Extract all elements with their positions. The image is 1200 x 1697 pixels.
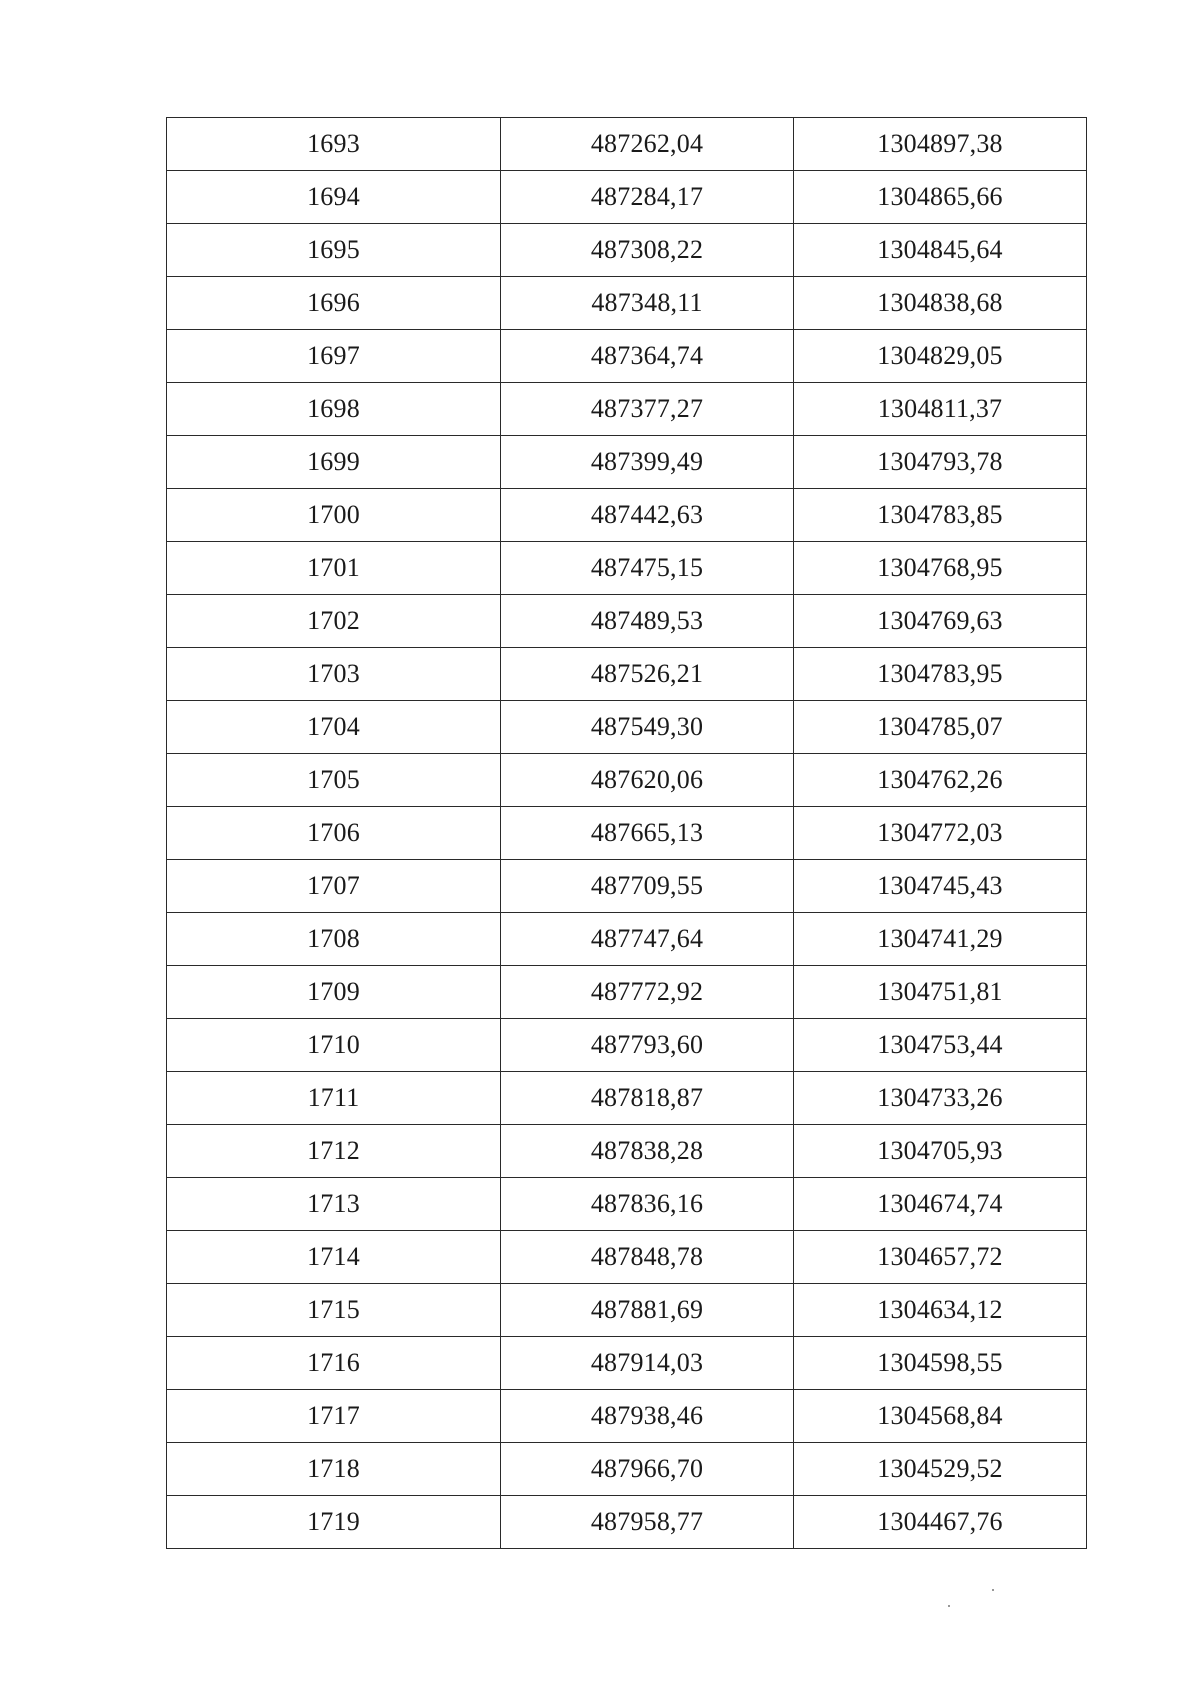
table-row <box>167 118 1087 171</box>
y-coordinate-cell: 1304657,72 <box>794 1231 1087 1284</box>
point-number-cell: 1712 <box>167 1125 501 1178</box>
coordinates-table-body <box>167 118 1087 1549</box>
y-coordinate-cell: 1304634,12 <box>794 1284 1087 1337</box>
x-coordinate-cell: 487308,22 <box>501 224 794 277</box>
x-coordinate-cell: 487399,49 <box>501 436 794 489</box>
table-row <box>167 1390 1087 1443</box>
point-number-cell: 1699 <box>167 436 501 489</box>
table-row <box>167 277 1087 330</box>
scan-speck <box>992 1589 994 1591</box>
x-coordinate-cell: 487848,78 <box>501 1231 794 1284</box>
point-number-cell: 1709 <box>167 966 501 1019</box>
x-coordinate-cell: 487966,70 <box>501 1443 794 1496</box>
point-number-cell: 1710 <box>167 1019 501 1072</box>
point-number-cell: 1718 <box>167 1443 501 1496</box>
x-coordinate-cell: 487442,63 <box>501 489 794 542</box>
y-coordinate-cell: 1304829,05 <box>794 330 1087 383</box>
y-coordinate-cell: 1304811,37 <box>794 383 1087 436</box>
y-coordinate-cell: 1304838,68 <box>794 277 1087 330</box>
x-coordinate-cell: 487818,87 <box>501 1072 794 1125</box>
point-number-cell: 1701 <box>167 542 501 595</box>
point-number-cell: 1706 <box>167 807 501 860</box>
y-coordinate-cell: 1304769,63 <box>794 595 1087 648</box>
x-coordinate-cell: 487348,11 <box>501 277 794 330</box>
y-coordinate-cell: 1304705,93 <box>794 1125 1087 1178</box>
x-coordinate-cell: 487772,92 <box>501 966 794 1019</box>
point-number-cell: 1697 <box>167 330 501 383</box>
table-row <box>167 807 1087 860</box>
x-coordinate-cell: 487881,69 <box>501 1284 794 1337</box>
point-number-cell: 1717 <box>167 1390 501 1443</box>
x-coordinate-cell: 487475,15 <box>501 542 794 595</box>
x-coordinate-cell: 487377,27 <box>501 383 794 436</box>
scan-speck <box>948 1605 950 1607</box>
y-coordinate-cell: 1304762,26 <box>794 754 1087 807</box>
y-coordinate-cell: 1304753,44 <box>794 1019 1087 1072</box>
x-coordinate-cell: 487914,03 <box>501 1337 794 1390</box>
table-row <box>167 224 1087 277</box>
y-coordinate-cell: 1304783,85 <box>794 489 1087 542</box>
y-coordinate-cell: 1304741,29 <box>794 913 1087 966</box>
y-coordinate-cell: 1304751,81 <box>794 966 1087 1019</box>
table-row <box>167 1496 1087 1549</box>
y-coordinate-cell: 1304785,07 <box>794 701 1087 754</box>
table-row <box>167 436 1087 489</box>
table-row <box>167 648 1087 701</box>
point-number-cell: 1719 <box>167 1496 501 1549</box>
y-coordinate-cell: 1304674,74 <box>794 1178 1087 1231</box>
x-coordinate-cell: 487262,04 <box>501 118 794 171</box>
y-coordinate-cell: 1304745,43 <box>794 860 1087 913</box>
y-coordinate-cell: 1304772,03 <box>794 807 1087 860</box>
x-coordinate-cell: 487665,13 <box>501 807 794 860</box>
y-coordinate-cell: 1304568,84 <box>794 1390 1087 1443</box>
point-number-cell: 1711 <box>167 1072 501 1125</box>
y-coordinate-cell: 1304845,64 <box>794 224 1087 277</box>
point-number-cell: 1714 <box>167 1231 501 1284</box>
point-number-cell: 1695 <box>167 224 501 277</box>
x-coordinate-cell: 487526,21 <box>501 648 794 701</box>
y-coordinate-cell: 1304793,78 <box>794 436 1087 489</box>
table-row <box>167 754 1087 807</box>
table-row <box>167 1178 1087 1231</box>
coordinates-table <box>166 117 1087 1549</box>
point-number-cell: 1703 <box>167 648 501 701</box>
point-number-cell: 1700 <box>167 489 501 542</box>
y-coordinate-cell: 1304897,38 <box>794 118 1087 171</box>
table-row <box>167 1072 1087 1125</box>
point-number-cell: 1715 <box>167 1284 501 1337</box>
table-row <box>167 1231 1087 1284</box>
table-row <box>167 542 1087 595</box>
y-coordinate-cell: 1304865,66 <box>794 171 1087 224</box>
x-coordinate-cell: 487620,06 <box>501 754 794 807</box>
x-coordinate-cell: 487549,30 <box>501 701 794 754</box>
point-number-cell: 1698 <box>167 383 501 436</box>
x-coordinate-cell: 487838,28 <box>501 1125 794 1178</box>
table-row <box>167 913 1087 966</box>
y-coordinate-cell: 1304783,95 <box>794 648 1087 701</box>
table-row <box>167 171 1087 224</box>
table-row <box>167 966 1087 1019</box>
y-coordinate-cell: 1304529,52 <box>794 1443 1087 1496</box>
x-coordinate-cell: 487836,16 <box>501 1178 794 1231</box>
x-coordinate-cell: 487938,46 <box>501 1390 794 1443</box>
x-coordinate-cell: 487489,53 <box>501 595 794 648</box>
point-number-cell: 1716 <box>167 1337 501 1390</box>
x-coordinate-cell: 487793,60 <box>501 1019 794 1072</box>
point-number-cell: 1693 <box>167 118 501 171</box>
y-coordinate-cell: 1304768,95 <box>794 542 1087 595</box>
x-coordinate-cell: 487709,55 <box>501 860 794 913</box>
x-coordinate-cell: 487958,77 <box>501 1496 794 1549</box>
point-number-cell: 1702 <box>167 595 501 648</box>
point-number-cell: 1704 <box>167 701 501 754</box>
point-number-cell: 1708 <box>167 913 501 966</box>
table-row <box>167 860 1087 913</box>
point-number-cell: 1713 <box>167 1178 501 1231</box>
table-row <box>167 1019 1087 1072</box>
table-row <box>167 1284 1087 1337</box>
point-number-cell: 1705 <box>167 754 501 807</box>
point-number-cell: 1694 <box>167 171 501 224</box>
table-row <box>167 595 1087 648</box>
x-coordinate-cell: 487747,64 <box>501 913 794 966</box>
x-coordinate-cell: 487284,17 <box>501 171 794 224</box>
table-row <box>167 489 1087 542</box>
y-coordinate-cell: 1304598,55 <box>794 1337 1087 1390</box>
table-row <box>167 1443 1087 1496</box>
table-row <box>167 1125 1087 1178</box>
point-number-cell: 1707 <box>167 860 501 913</box>
y-coordinate-cell: 1304733,26 <box>794 1072 1087 1125</box>
table-row <box>167 330 1087 383</box>
table-row <box>167 383 1087 436</box>
point-number-cell: 1696 <box>167 277 501 330</box>
table-row <box>167 1337 1087 1390</box>
x-coordinate-cell: 487364,74 <box>501 330 794 383</box>
y-coordinate-cell: 1304467,76 <box>794 1496 1087 1549</box>
table-row <box>167 701 1087 754</box>
